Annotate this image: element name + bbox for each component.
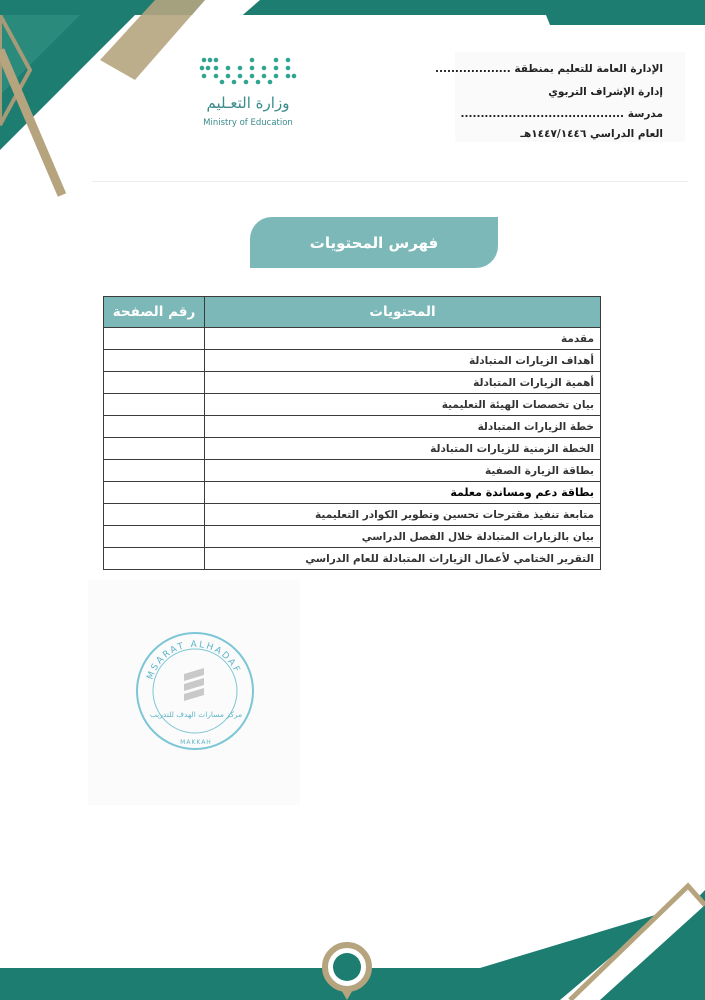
table-row [104, 394, 601, 416]
header-academic-year: العام الدراسي ١٤٤٧/١٤٤٦هـ [520, 128, 663, 140]
row-item: مقدمة [205, 328, 601, 350]
row-item: أهمية الزيارات المتبادلة [205, 372, 601, 394]
header-school: مدرسة ......................................... [460, 108, 663, 120]
table-row [104, 460, 601, 482]
table-row [104, 350, 601, 372]
table-row [104, 482, 601, 504]
stamp-city-text: MAKKAH [180, 739, 212, 746]
ministry-name-english: Ministry of Education [203, 118, 293, 128]
table-row [104, 416, 601, 438]
row-page [104, 416, 205, 438]
stamp-ring-text: MSARAT ALHADAF [145, 639, 243, 682]
header-divider [92, 181, 688, 182]
stamp-arabic-text: مركز مسارات الهدف للتدريب [149, 710, 243, 719]
row-item: بيان بالزيارات المتبادلة خلال الفصل الدراسي [205, 526, 601, 548]
stamp-seal-icon [134, 630, 256, 752]
row-item: الخطة الزمنية للزيارات المتبادلة [205, 438, 601, 460]
row-item: التقرير الختامي لأعمال الزيارات المتبادلة للعام الدراسي [205, 548, 601, 570]
page-title: فهرس المحتويات [250, 217, 498, 268]
contents-table [103, 296, 601, 570]
row-page [104, 438, 205, 460]
row-page [104, 460, 205, 482]
table-row [104, 438, 601, 460]
row-page [104, 482, 205, 504]
row-page [104, 394, 205, 416]
row-item: بيان تخصصات الهيئة التعليمية [205, 394, 601, 416]
ministry-name-arabic: وزارة التعـليم [206, 94, 290, 112]
row-page [104, 328, 205, 350]
row-page [104, 548, 205, 570]
header-directorate: الإدارة العامة للتعليم بمنطقة ................... [434, 63, 663, 75]
column-header-page: رقم الصفحة [104, 297, 205, 328]
table-row [104, 526, 601, 548]
row-page [104, 372, 205, 394]
table-row [104, 372, 601, 394]
row-item: خطة الزيارات المتبادلة [205, 416, 601, 438]
column-header-contents: المحتويات [205, 297, 601, 328]
row-page [104, 504, 205, 526]
table-row [104, 328, 601, 350]
row-page [104, 350, 205, 372]
table-row [104, 548, 601, 570]
header-supervision: إدارة الإشراف التربوي [548, 86, 663, 98]
table-row [104, 504, 601, 526]
row-page [104, 526, 205, 548]
row-item: بطاقة الزيارة الصفية [205, 460, 601, 482]
row-item: متابعة تنفيذ مقترحات تحسين وتطوير الكوادر التعليمية [205, 504, 601, 526]
row-item: أهداف الزيارات المتبادلة [205, 350, 601, 372]
row-item: بطاقة دعم ومساندة معلمة [205, 482, 601, 504]
